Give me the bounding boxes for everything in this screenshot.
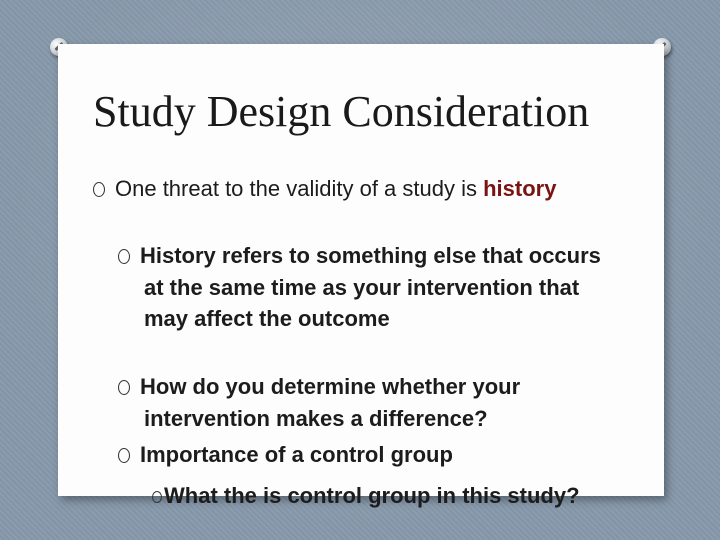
emphasis-text: history — [483, 176, 557, 201]
bullet-level-2 — [118, 439, 624, 471]
bullet-text: Importance of a control group — [140, 442, 453, 467]
bullet-text: What the is control group in this study? — [164, 483, 580, 508]
bullet-level-1 — [93, 174, 589, 204]
circle-bullet-icon — [118, 380, 130, 395]
bullet-text: History refers to something else that occurs at the same time as your intervention that may affect the outcome — [140, 243, 601, 331]
circle-bullet-icon — [93, 182, 105, 197]
bullet-text: How do you determine whether your intervention makes a difference? — [140, 374, 521, 431]
circle-bullet-icon — [118, 448, 130, 463]
circle-bullet-icon — [118, 249, 130, 264]
slide-title: Study Design Consideration — [93, 87, 590, 136]
bullet-level-3 — [140, 480, 606, 512]
bullet-level-2 — [118, 240, 624, 335]
bullet-level-2 — [118, 371, 624, 434]
bullet-text: One threat to the validity of a study is — [115, 176, 484, 201]
circle-bullet-icon — [152, 491, 162, 503]
